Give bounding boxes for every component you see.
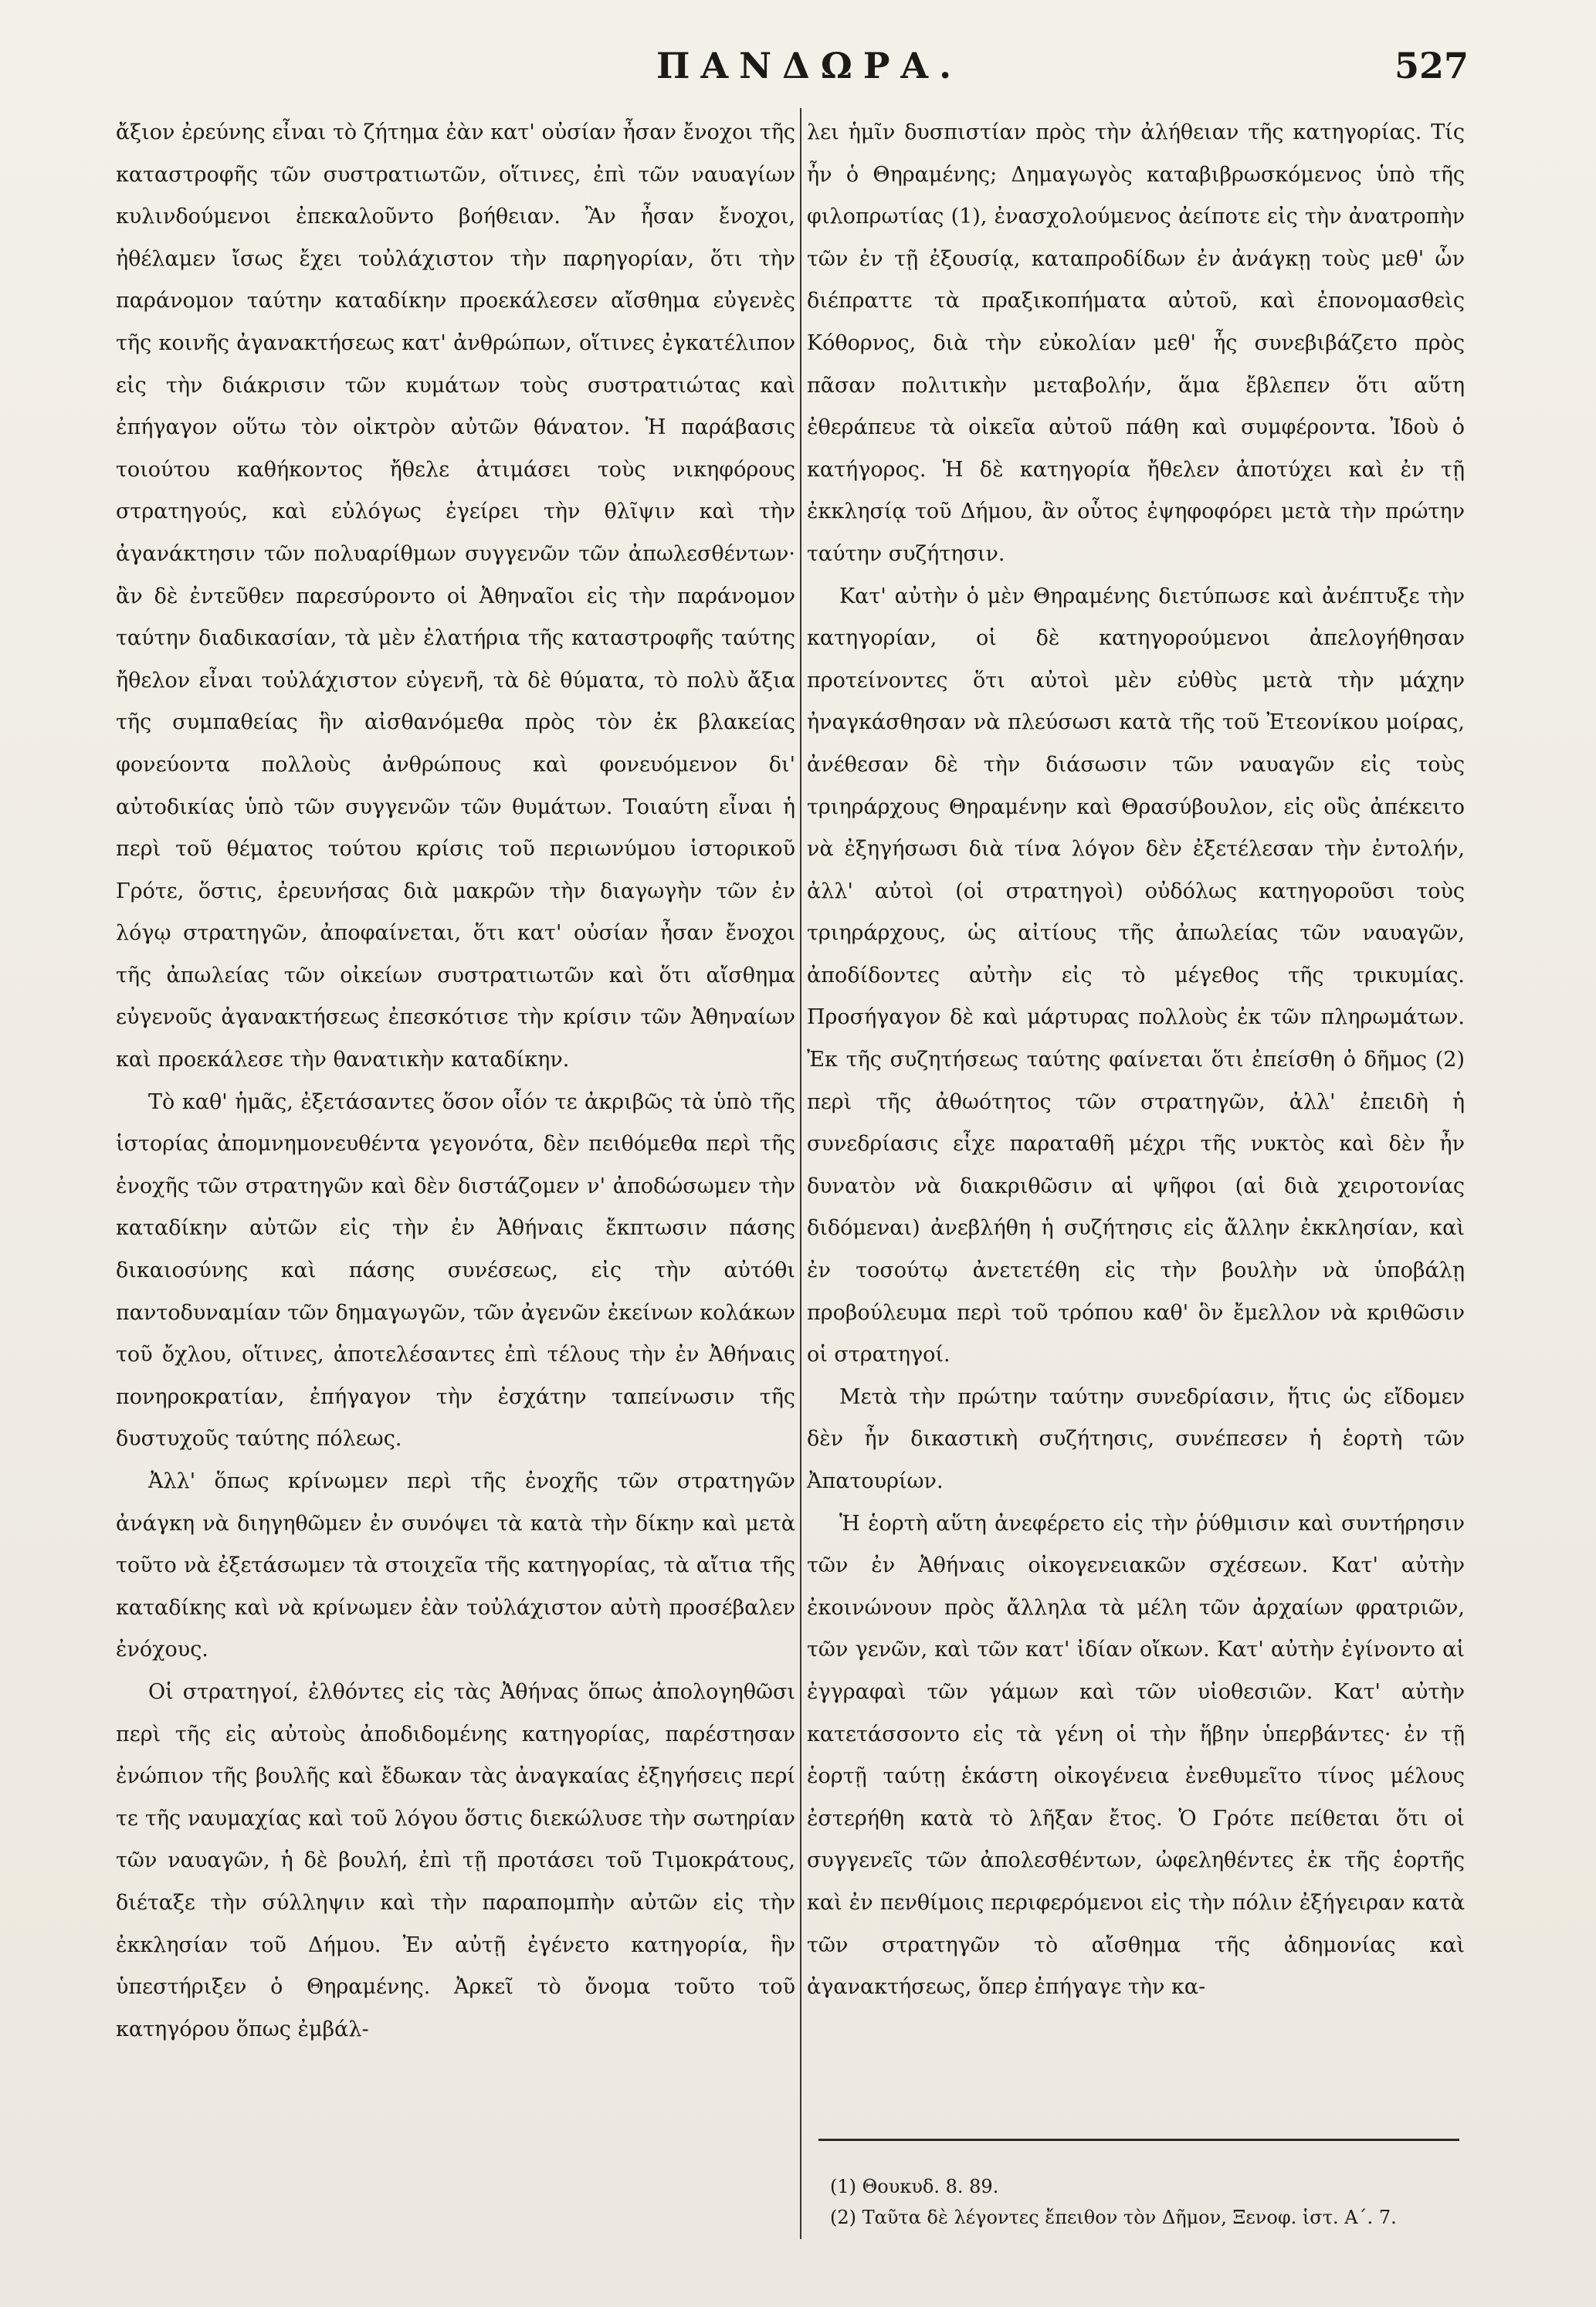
paragraph: ἄξιον ἐρεύνης εἶναι τὸ ζήτημα ἐὰν κατ' οὐσίαν ἦσαν ἔνοχοι τῆς καταστροφῆς τῶν συστρατιωτῶν, οἵτινες, ἐπὶ τῶν ναυαγίων κυλινδούμενοι ἐπεκαλοῦντο βοήθειαν. Ἂν ἦσαν ἔνοχοι, ἠθέλαμεν ἴσως ἔχει τοὐλάχιστον τὴν παρηγορίαν, ὅτι τὴν παράνομον ταύτην καταδίκην προεκάλεσεν αἴσθημα εὐγενὲς τῆς κοινῆς ἀγανακτήσεως κατ' ἀνθρώπων, οἵτινες ἐγκατέλιπον εἰς τὴν διάκρισιν τῶν κυμάτων τοὺς συστρατιώτας καὶ ἐπήγαγον οὕτω τὸν οἰκτρὸν αὐτῶν θάνατον. Ἡ παράβασις τοιούτου καθήκοντος ἤθελε ἀτιμάσει τοὺς νικηφόρους στρατηγούς, καὶ εὐλόγως ἐγείρει τὴν θλῖψιν καὶ τὴν ἀγανάκτησιν τῶν πολυαρίθμων συγγενῶν τῶν ἀπωλεσθέντων· ἂν δὲ ἐντεῦθεν παρεσύροντο οἱ Ἀθηναῖοι εἰς τὴν παράνομον ταύτην διαδικασίαν, τὰ μὲν ἐλατήρια τῆς καταστροφῆς ταύτης ἤθελον εἶναι τοὐλάχιστον εὐγενῆ, τὰ δὲ θύματα, τὸ πολὺ ἄξια τῆς συμπαθείας ἣν αἰσθανόμεθα πρὸς τὸν ἐκ βλακείας φονεύοντα πολλοὺς ἀνθρώπους καὶ φονευόμενον δι' αὐτοδικίας ὑπὸ τῶν συγγενῶν τῶν θυμάτων. Τοιαύτη εἶναι ἡ περὶ τοῦ θέματος τούτου κρίσις τοῦ περιωνύμου ἱστορικοῦ Γρότε, ὅστις, ἐρευνήσας διὰ μακρῶν τὴν διαγωγὴν τῶν ἐν λόγῳ στρατηγῶν, ἀποφαίνεται, ὅτι κατ' οὐσίαν ἦσαν ἔνοχοι τῆς ἀπωλείας τῶν οἰκείων συστρατιωτῶν καὶ ὅτι αἴσθημα εὐγενοῦς ἀγανακτήσεως ἐπεσκότισε τὴν κρίσιν τῶν Ἀθηναίων καὶ προεκάλεσε τὴν θανατικὴν καταδίκην. [116,120,795,1072]
paragraph: Κατ' αὐτὴν ὁ μὲν Θηραμένης διετύπωσε καὶ ἀνέπτυξε τὴν κατηγορίαν, οἱ δὲ κατηγορούμενοι ἀπελογήθησαν προτείνοντες ὅτι αὐτοὶ μὲν εὐθὺς μετὰ τὴν μάχην ἠναγκάσθησαν νὰ πλεύσωσι κατὰ τῆς τοῦ Ἐτεονίκου μοίρας, ἀνέθεσαν δὲ τὴν διάσωσιν τῶν ναυαγῶν εἰς τοὺς τριηράρχους Θηραμένην καὶ Θρασύβουλον, εἰς οὓς ἀπέκειτο νὰ ἐξηγήσωσι διὰ τίνα λόγον δὲν ἐξετέλεσαν τὴν ἐντολήν, ἀλλ' αὐτοὶ (οἱ στρατηγοὶ) οὐδόλως κατηγοροῦσι τοὺς τριηράρχους, ὡς αἰτίους τῆς ἀπωλείας τῶν ναυαγῶν, ἀποδίδοντες αὐτὴν εἰς τὸ μέγεθος τῆς τρικυμίας. Προσήγαγον δὲ καὶ μάρτυρας πολλοὺς ἐκ τῶν πληρωμάτων. Ἐκ τῆς συζητήσεως ταύτης φαίνεται ὅτι ἐπείσθη ὁ δῆμος (2) περὶ τῆς ἀθωότητος τῶν στρατηγῶν, ἀλλ' ἐπειδὴ ἡ συνεδρίασις εἶχε παραταθῆ μέχρι τῆς νυκτὸς καὶ δὲν ἦν δυνατὸν νὰ διακριθῶσιν αἱ ψῆφοι (αἱ διὰ χειροτονίας διδόμεναι) ἀνεβλήθη ἡ συζήτησις εἰς ἄλλην ἐκκλησίαν, καὶ ἐν τοσούτῳ ἀνετετέθη εἰς τὴν βουλὴν νὰ ὑποβάλῃ προβούλευμα περὶ τοῦ τρόπου καθ' ὃν ἔμελλον νὰ κριθῶσιν οἱ στρατηγοί. [807,584,1465,1367]
right-column [807,112,1465,2009]
journal-title: ΠΑΝΔΩΡΑ. [656,45,963,86]
footnotes [830,2171,1463,2233]
footnote: (2) Ταῦτα δὲ λέγοντες ἔπειθον τὸν Δῆμον, Ξενοφ. ἱστ. Α΄. 7. [830,2207,1397,2228]
page-number: 527 [1394,45,1469,86]
column-divider [800,108,801,2239]
running-head [0,45,1596,91]
left-column [116,112,795,2051]
paragraph: Ἀλλ' ὅπως κρίνωμεν περὶ τῆς ἐνοχῆς τῶν στρατηγῶν ἀνάγκη νὰ διηγηθῶμεν ἐν συνόψει τὰ κατὰ τὴν δίκην καὶ μετὰ τοῦτο νὰ ἐξετάσωμεν τὰ στοιχεῖα τῆς κατηγορίας, τὰ αἴτια τῆς καταδίκης καὶ νὰ κρίνωμεν ἐὰν τοὐλάχιστον αὐτὴ προσέβαλεν ἐνόχους. [116,1469,795,1662]
paragraph: Μετὰ τὴν πρώτην ταύτην συνεδρίασιν, ἥτις ὡς εἴδομεν δὲν ἦν δικαστικὴ συζήτησις, συνέπεσεν ἡ ἑορτὴ τῶν Ἀπατουρίων. [807,1384,1465,1493]
paragraph: Οἱ στρατηγοί, ἐλθόντες εἰς τὰς Ἀθήνας ὅπως ἀπολογηθῶσι περὶ τῆς εἰς αὐτοὺς ἀποδιδομένης κατηγορίας, παρέστησαν ἐνώπιον τῆς βουλῆς καὶ ἔδωκαν τὰς ἀναγκαίας ἐξηγήσεις περί τε τῆς ναυμαχίας καὶ τοῦ λόγου ὅστις διεκώλυσε τὴν σωτηρίαν τῶν ναυαγῶν, ἡ δὲ βουλή, ἐπὶ τῇ προτάσει τοῦ Τιμοκράτους, διέταξε τὴν σύλληψιν καὶ τὴν παραπομπὴν αὐτῶν εἰς τὴν ἐκκλησίαν τοῦ Δήμου. Ἐν αὐτῇ ἐγένετο κατηγορία, ἣν ὑπεστήριξεν ὁ Θηραμένης. Ἀρκεῖ τὸ ὄνομα τοῦτο τοῦ κατηγόρου ὅπως ἐμβάλ- [116,1679,795,2041]
paragraph: Τὸ καθ' ἡμᾶς, ἐξετάσαντες ὅσον οἷόν τε ἀκριβῶς τὰ ὑπὸ τῆς ἱστορίας ἀπομνημονευθέντα γεγονότα, δὲν πειθόμεθα περὶ τῆς ἐνοχῆς τῶν στρατηγῶν καὶ δὲν διστάζομεν ν' ἀποδώσωμεν τὴν καταδίκην αὐτῶν εἰς τὴν ἐν Ἀθήναις ἔκπτωσιν πάσης δικαιοσύνης καὶ πάσης συνέσεως, εἰς τὴν αὐτόθι παντοδυναμίαν τῶν δημαγωγῶν, τῶν ἀγενῶν ἐκείνων κολάκων τοῦ ὄχλου, οἵτινες, ἀποτελέσαντες ἐπὶ τέλους τὴν ἐν Ἀθήναις πονηροκρατίαν, ἐπήγαγον τὴν ἐσχάτην ταπείνωσιν τῆς δυστυχοῦς ταύτης πόλεως. [116,1089,795,1452]
footnote-rule [818,2139,1459,2141]
paragraph: λει ἡμῖν δυσπιστίαν πρὸς τὴν ἀλήθειαν τῆς κατηγορίας. Τίς ἦν ὁ Θηραμένης; Δημαγωγὸς καταβιβρωσκόμενος ὑπὸ τῆς φιλοπρωτίας (1), ἐνασχολούμενος ἀείποτε εἰς τὴν ἀνατροπὴν τῶν ἐν τῇ ἐξουσίᾳ, καταπροδίδων ἐν ἀνάγκῃ τοὺς μεθ' ὧν διέπραττε τὰ πραξικοπήματα αὐτοῦ, καὶ ἐπονομασθεὶς Κόθορνος, διὰ τὴν εὐκολίαν μεθ' ἧς συνεβιβάζετο πρὸς πᾶσαν πολιτικὴν μεταβολήν, ἅμα ἔβλεπεν ὅτι αὕτη ἐθεράπευε τὰ οἰκεῖα αὐτοῦ πάθη καὶ συμφέροντα. Ἰδοὺ ὁ κατήγορος. Ἡ δὲ κατηγορία ἤθελεν ἀποτύχει καὶ ἐν τῇ ἐκκλησίᾳ τοῦ Δήμου, ἂν οὗτος ἐψηφοφόρει μετὰ τὴν πρώτην ταύτην συζήτησιν. [807,120,1465,566]
paragraph: Ἡ ἑορτὴ αὕτη ἀνεφέρετο εἰς τὴν ῥύθμισιν καὶ συντήρησιν τῶν ἐν Ἀθήναις οἰκογενειακῶν σχέσεων. Κατ' αὐτὴν ἐκοινώνουν πρὸς ἄλληλα τὰ μέλη τῶν ἀρχαίων φρατριῶν, τῶν γενῶν, καὶ τῶν κατ' ἰδίαν οἴκων. Κατ' αὐτὴν ἐγίνοντο αἱ ἐγγραφαὶ τῶν γάμων καὶ τῶν υἱοθεσιῶν. Κατ' αὐτὴν κατετάσσοντο εἰς τὰ γένη οἱ τὴν ἥβην ὑπερβάντες· ἐν τῇ ἑορτῇ ταύτῃ ἑκάστη οἰκογένεια ἐνεθυμεῖτο τίνος μέλους ἐστερήθη κατὰ τὸ λῆξαν ἔτος. Ὁ Γρότε πείθεται ὅτι οἱ συγγενεῖς τῶν ἀπολεσθέντων, ὠφεληθέντες ἐκ τῆς ἑορτῆς καὶ ἐν πενθίμοις περιφερόμενοι εἰς τὴν πόλιν ἐξήγειραν κατὰ τῶν στρατηγῶν τὸ αἴσθημα τῆς ἀδημονίας καὶ ἀγανακτήσεως, ὅπερ ἐπήγαγε τὴν κα- [807,1511,1465,2000]
footnote: (1) Θουκυδ. 8. 89. [830,2176,999,2197]
